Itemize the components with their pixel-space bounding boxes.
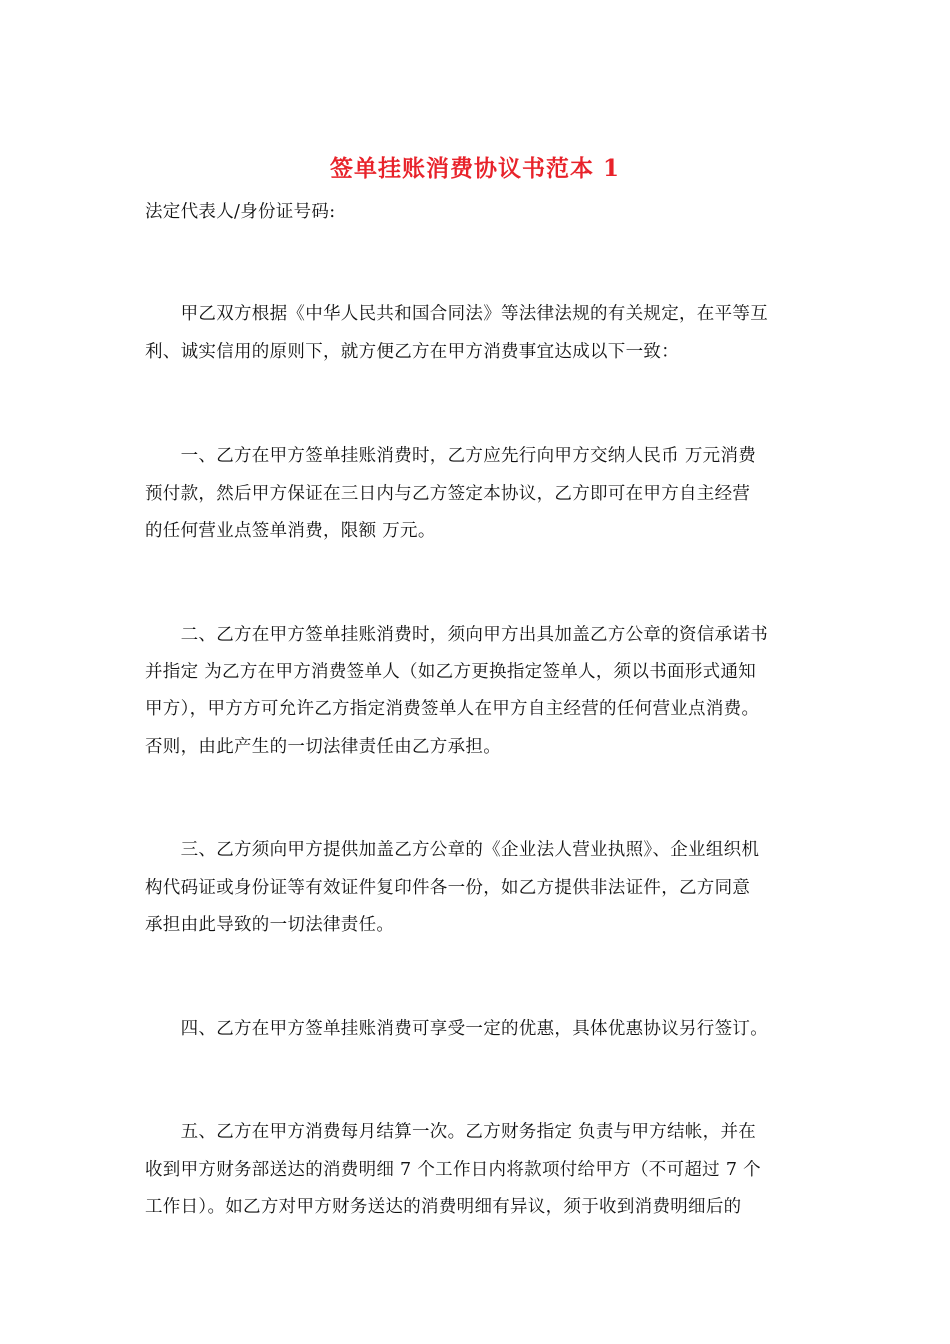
document-title: 签单挂账消费协议书范本 1 (329, 155, 620, 182)
clause-4-line: 四、乙方在甲方签单挂账消费可享受一定的优惠，具体优惠协议另行签订。 (145, 1019, 768, 1039)
clause-5-line: 工作日）。如乙方对甲方财务送达的消费明细有异议，须于收到消费明细后的 (145, 1197, 742, 1217)
legal-representative-field: 法定代表人/身份证号码: (145, 202, 336, 222)
paragraph-preamble-line: 甲乙双方根据《中华人民共和国合同法》等法律法规的有关规定，在平等互 (145, 304, 768, 324)
clause-5-line: 收到甲方财务部送达的消费明细 7 个工作日内将款项付给甲方（不可超过 7 个 (145, 1160, 761, 1180)
clause-3-line: 承担由此导致的一切法律责任。 (145, 915, 395, 935)
clause-2-line: 甲方），甲方方可允许乙方指定消费签单人在甲方自主经营的任何营业点消费。 (145, 699, 760, 719)
clause-2-line: 并指定 为乙方在甲方消费签单人（如乙方更换指定签单人，须以书面形式通知 (145, 662, 757, 682)
clause-1-line: 的任何营业点签单消费，限额 万元。 (145, 521, 436, 541)
clause-2-line: 否则，由此产生的一切法律责任由乙方承担。 (145, 737, 501, 757)
paragraph-preamble-line: 利、诚实信用的原则下，就方便乙方在甲方消费事宜达成以下一致： (145, 342, 679, 362)
clause-5-line: 五、乙方在甲方消费每月结算一次。乙方财务指定 负责与甲方结帐，并在 (145, 1122, 757, 1142)
clause-1-line: 一、乙方在甲方签单挂账消费时，乙方应先行向甲方交纳人民币 万元消费 (145, 446, 757, 466)
clause-3-line: 构代码证或身份证等有效证件复印件各一份，如乙方提供非法证件，乙方同意 (145, 878, 751, 898)
clause-3-line: 三、乙方须向甲方提供加盖乙方公章的《企业法人营业执照》、企业组织机 (145, 840, 760, 860)
clause-1-line: 预付款，然后甲方保证在三日内与乙方签定本协议，乙方即可在甲方自主经营 (145, 484, 751, 504)
clause-2-line: 二、乙方在甲方签单挂账消费时，须向甲方出具加盖乙方公章的资信承诺书 (145, 625, 768, 645)
